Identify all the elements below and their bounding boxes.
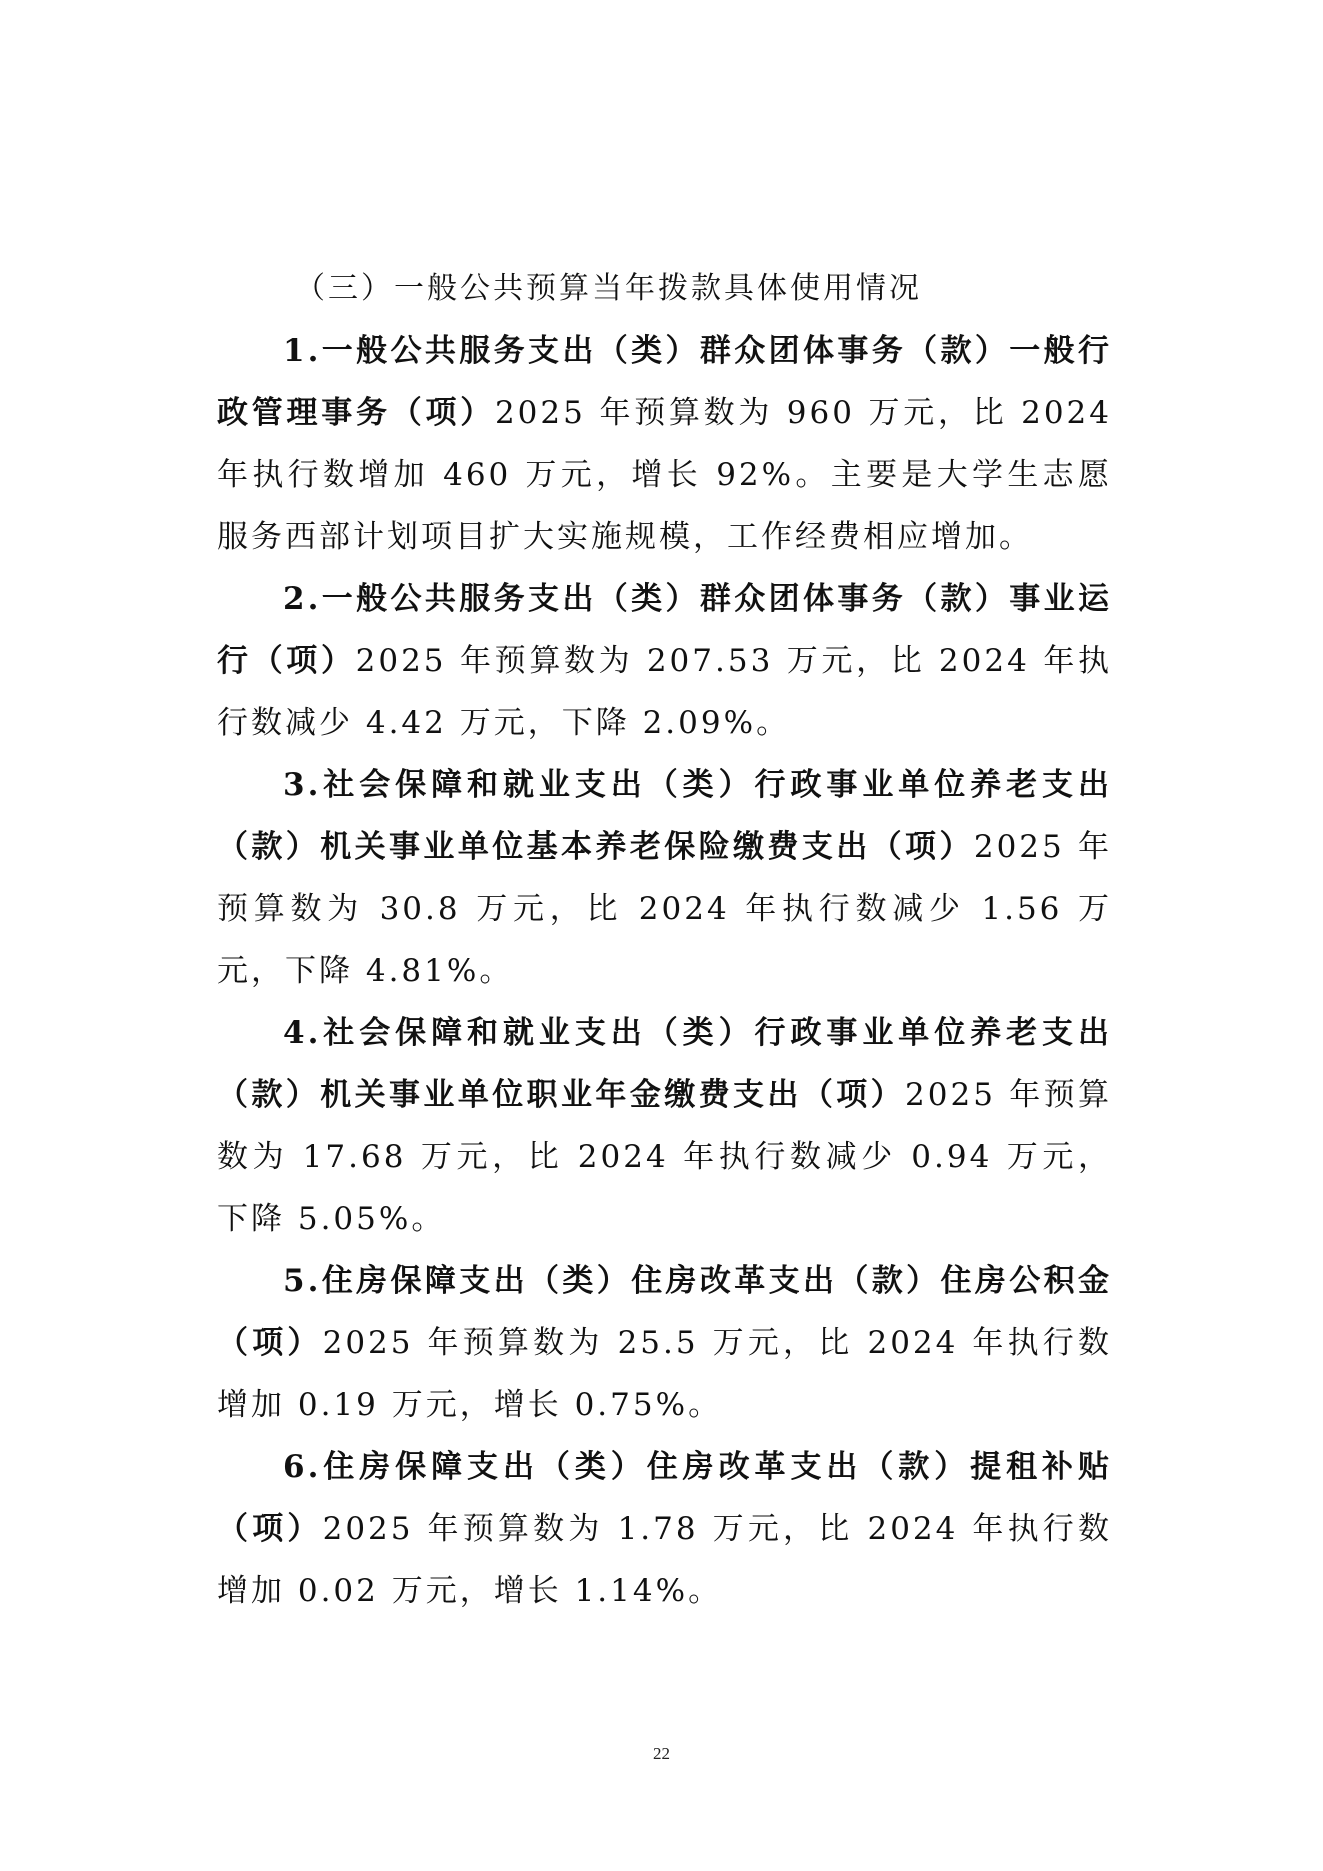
budget-item-text: 2025 年预算数为 960 万元，比 2024 年执行数增加 460 万元，增长 92%。主要是大学生志愿服务西部计划项目扩大实施规模，工作经费相应增加。 — [217, 395, 1112, 555]
budget-item-title: 2.一般公共服务支出（类）群众团体事务（款）事业运行（项） — [217, 581, 1112, 679]
budget-item-3 — [217, 754, 1112, 1002]
budget-item-text: 2025 年预算数为 207.53 万元，比 2024 年执行数减少 4.42 万元，下降 2.09%。 — [217, 643, 1112, 741]
budget-item-5 — [217, 1250, 1112, 1436]
page-number: 22 — [653, 1744, 670, 1763]
budget-item-title: 5.住房保障支出（类）住房改革支出（款）住房公积金（项） — [217, 1263, 1112, 1361]
budget-item-text: 2025 年预算数为 30.8 万元，比 2024 年执行数减少 1.56 万元，下降 4.81%。 — [217, 829, 1113, 989]
budget-item-2 — [217, 568, 1112, 754]
budget-item-text: 2025 年预算数为 17.68 万元，比 2024 年执行数减少 0.94 万元，下降 5.05%。 — [217, 1077, 1112, 1237]
budget-item-title: 3.社会保障和就业支出（类）行政事业单位养老支出（款）机关事业单位基本养老保险缴费支出（项） — [217, 767, 1112, 865]
budget-item-text: 2025 年预算数为 25.5 万元，比 2024 年执行数增加 0.19 万元，增长 0.75%。 — [217, 1325, 1113, 1423]
budget-item-6 — [217, 1436, 1112, 1622]
budget-item-1 — [217, 320, 1112, 568]
budget-item-title: 1.一般公共服务支出（类）群众团体事务（款）一般行政管理事务（项） — [217, 333, 1112, 431]
budget-item-text: 2025 年预算数为 1.78 万元，比 2024 年执行数增加 0.02 万元，增长 1.14%。 — [217, 1511, 1113, 1609]
budget-item-title: 6.住房保障支出（类）住房改革支出（款）提租补贴（项） — [217, 1449, 1112, 1547]
budget-item-4 — [217, 1002, 1112, 1250]
budget-item-title: 4.社会保障和就业支出（类）行政事业单位养老支出（款）机关事业单位职业年金缴费支出（项） — [217, 1015, 1112, 1113]
section-heading: （三）一般公共预算当年拨款具体使用情况 — [295, 271, 922, 306]
document-body — [217, 258, 1112, 1622]
